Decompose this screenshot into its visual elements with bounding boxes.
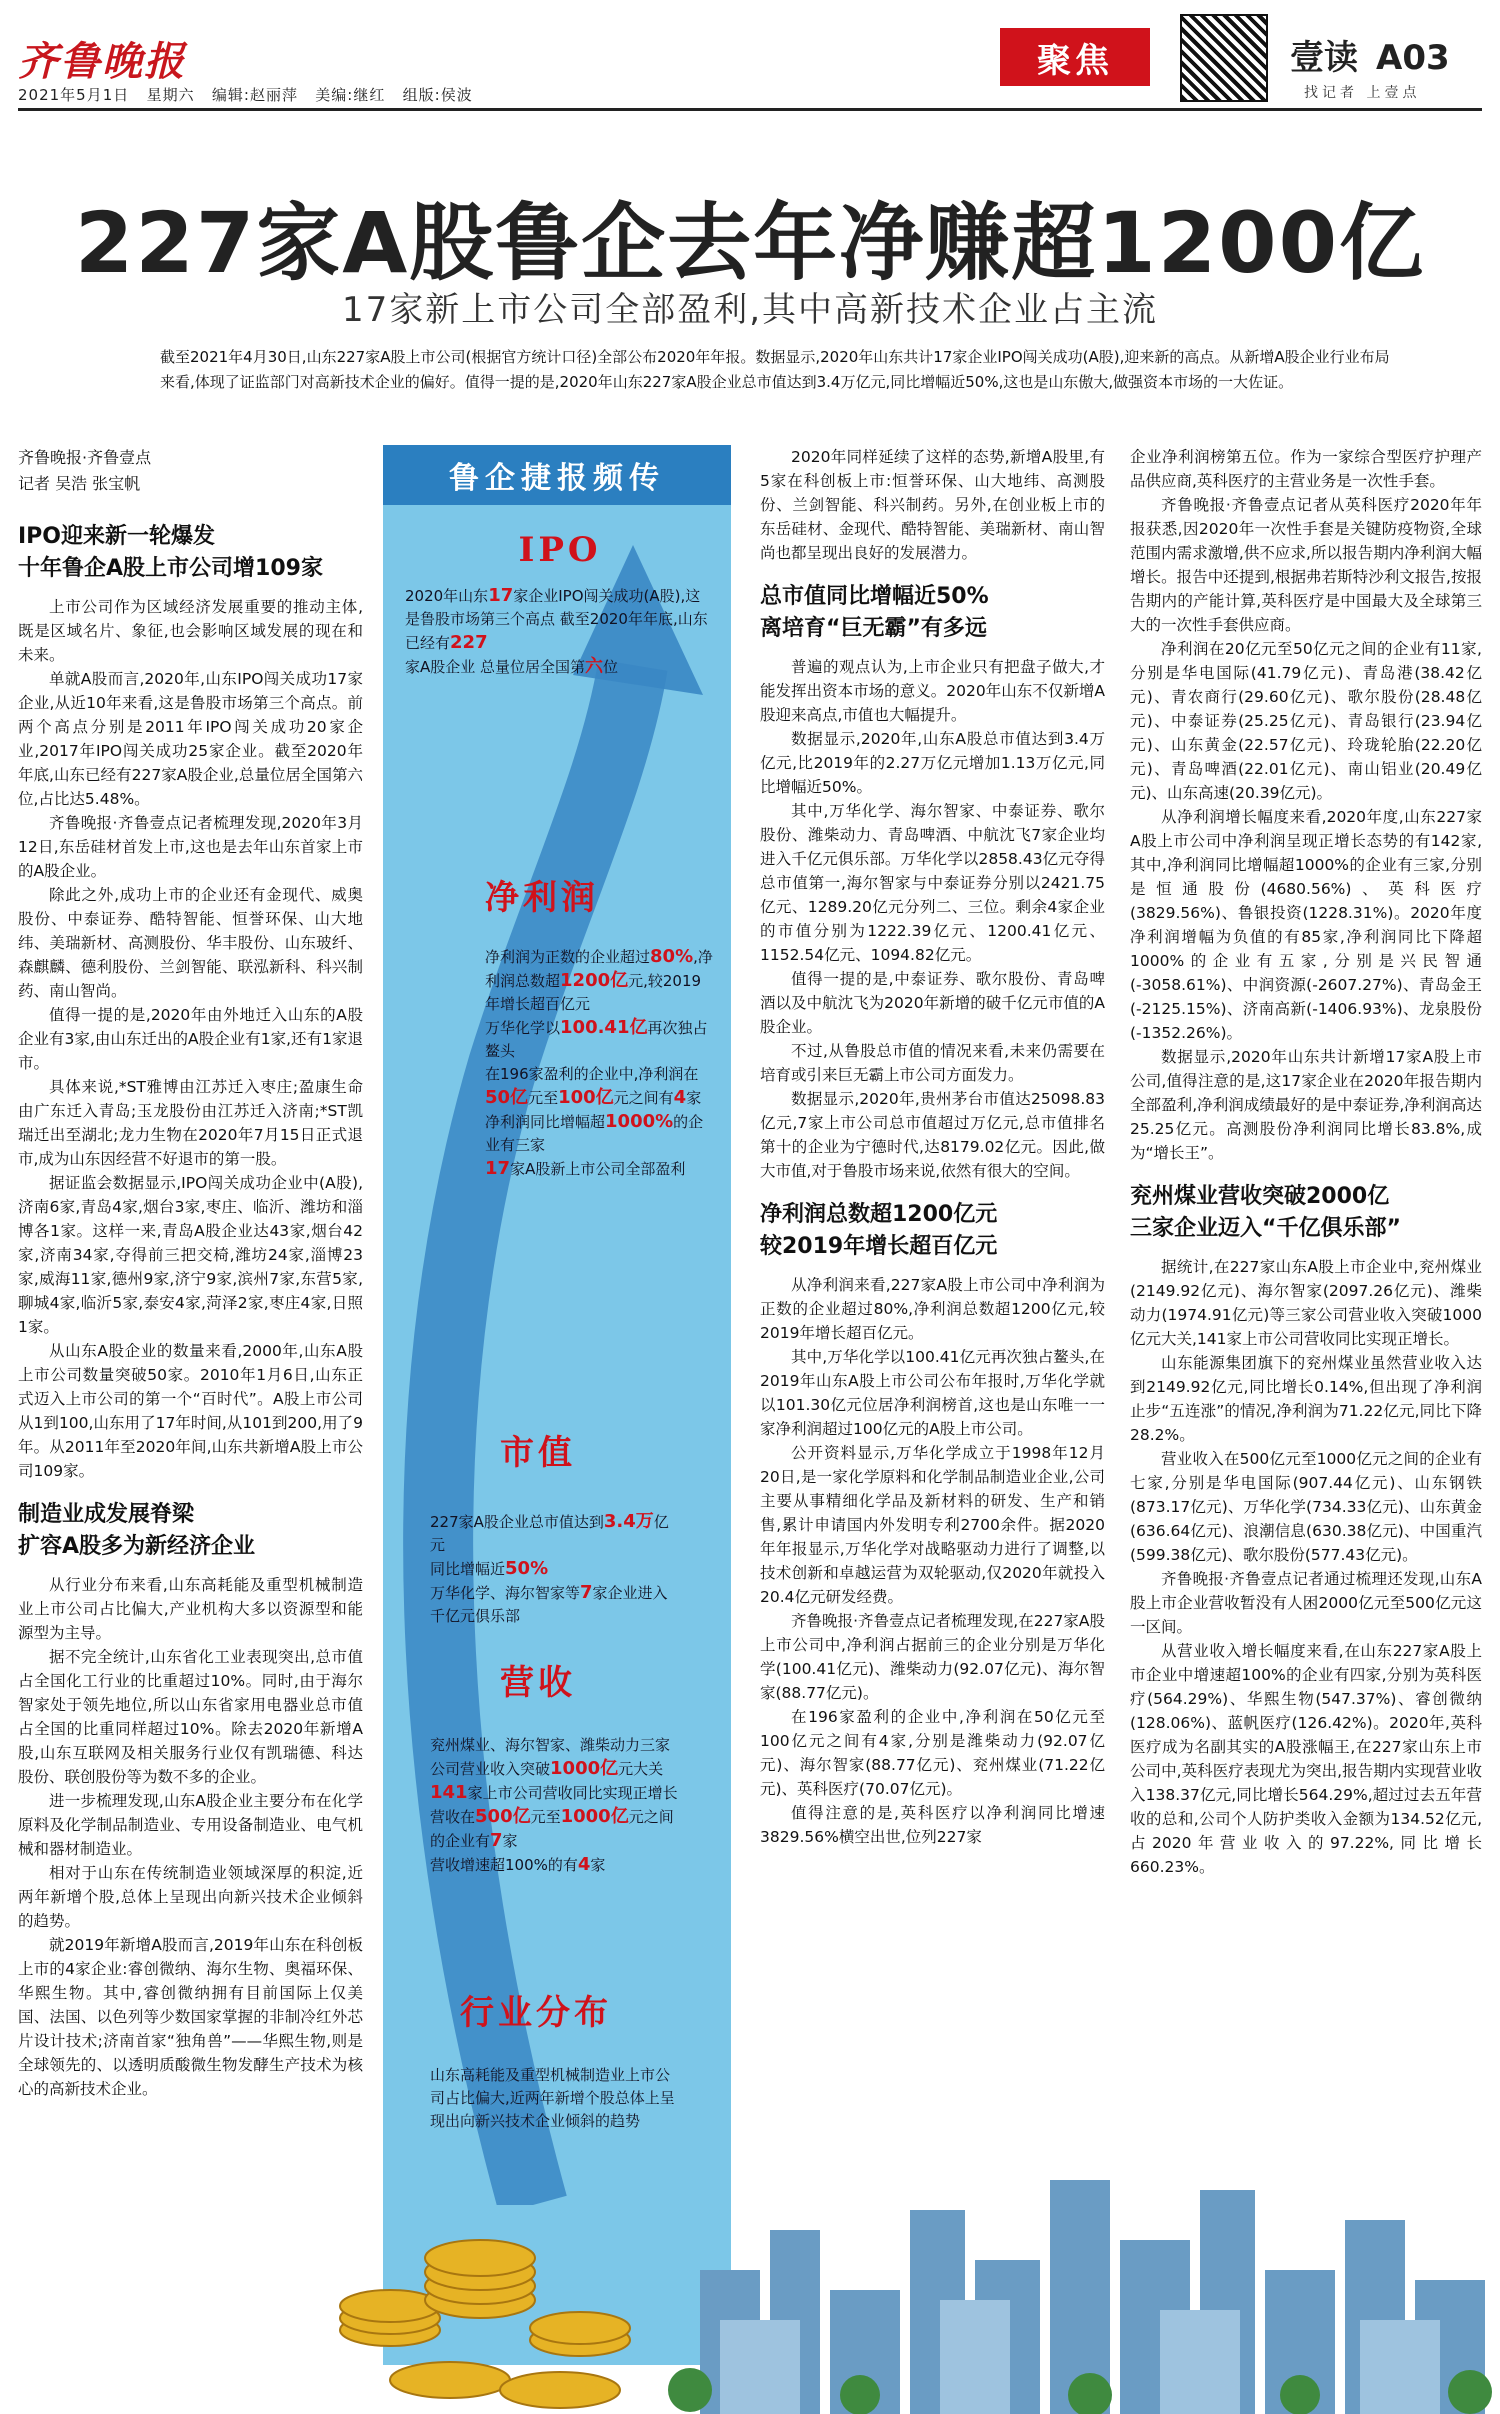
- paragraph: 数据显示,2020年山东共计新增17家A股上市公司,值得注意的是,这17家企业在2020年报告期内全部盈利,净利润成绩最好的是中泰证券,净利润高达25.25亿元。高测股份净利润同比增长83.8%,成为“增长王”。: [1130, 1048, 1482, 1162]
- subhead-net-profit: 净利润总数超1200亿元 较2019年增长超百亿元: [760, 1202, 998, 1259]
- panel-ipo-title: IPO: [518, 530, 602, 570]
- issue-weekday: 星期六: [146, 86, 195, 104]
- section-name: 壹读: [1290, 38, 1358, 78]
- column-4: [1130, 445, 1482, 1879]
- paragraph: 从山东A股企业的数量来看,2000年,山东A股上市公司数量突破50家。2010年1月6日,山东正式迈入上市公司的第一个“百时代”。A股上市公司从1到100,山东用了17年时间,从101到200,用了9年。从2011年至2020年间,山东共新增A股上市公司109家。: [18, 1342, 363, 1480]
- paragraph: 据不完全统计,山东省化工业表现突出,总市值占全国化工行业的比重超过10%。同时,由于海尔智家处于领先地位,所以山东省家用电器业总市值占全国的比重同样超过10%。除去2020年新增A股,山东互联网及相关服务行业仅有凯瑞德、科达股份、联创股份等为数不多的企业。: [18, 1648, 363, 1786]
- column-1: [18, 445, 363, 2101]
- byline-reporters: 记者 吴浩 张宝帆: [18, 474, 141, 493]
- subhead-industry: 制造业成发展脊梁 扩容A股多为新经济企业: [18, 1502, 256, 1559]
- paragraph: 不过,从鲁股总市值的情况来看,未来仍需要在培育或引来巨无霸上市公司方面发力。: [760, 1042, 1105, 1084]
- qr-code-icon: [1180, 14, 1268, 102]
- panel-profit: [485, 870, 715, 1181]
- issue-meta: [18, 84, 473, 105]
- paragraph: 值得一提的是,2020年由外地迁入山东的A股企业有3家,由山东迁出的A股企业有1家,还有1家退市。: [18, 1006, 363, 1072]
- paragraph: 公开资料显示,万华化学成立于1998年12月20日,是一家化学原料和化学制品制造业企业,公司主要从事精细化学品及新材料的研发、生产和销售,累计申请国内外发明专利2700余件。据2020年年报显示,万华化学对战略驱动力进行了调整,以技术创新和卓越运营为双轮驱动,仅2020年就投入20.4亿元研发经费。: [760, 1444, 1105, 1606]
- paragraph: 普遍的观点认为,上市企业只有把盘子做大,才能发挥出资本市场的意义。2020年山东不仅新增A股迎来高点,市值也大幅提升。: [760, 658, 1105, 724]
- subhead-market-value: 总市值同比增幅近50% 离培育“巨无霸”有多远: [760, 584, 989, 641]
- paragraph: 就2019年新增A股而言,2019年山东在科创板上市的4家企业:睿创微纳、海尔生物、奥福环保、华熙生物。其中,睿创微纳拥有目前国际上仅美国、法国、以色列等少数国家掌握的非制冷红外芯片设计技术;济南首家“独角兽”——华熙生物,则是全球领先的、以透明质酸微生物发酵生产技术为核心的高新技术企业。: [18, 1936, 363, 2098]
- section-tag: 聚焦: [1000, 28, 1150, 86]
- reporter-slogan: 找记者 上壹点: [1304, 85, 1421, 101]
- designer-credit: 美编:继红: [315, 86, 386, 104]
- panel-industry-body: 山东高耗能及重型机械制造业上市公司占比偏大,近两年新增个股总体上呈现出向新兴技术企业倾斜的趋势: [430, 2066, 675, 2130]
- city-skyline-illustration: [660, 2150, 1500, 2414]
- main-headline: 227家A股鲁企去年净赚超1200亿: [74, 194, 1426, 292]
- paragraph: 齐鲁晚报·齐鲁壹点记者梳理发现,在227家A股上市公司中,净利润占据前三的企业分别是万华化学(100.41亿元)、潍柴动力(92.07亿元)、海尔智家(88.77亿元)。: [760, 1612, 1105, 1702]
- subhead-revenue: 兖州煤业营收突破2000亿 三家企业迈入“千亿俱乐部”: [1130, 1184, 1401, 1241]
- panel-ipo: [405, 530, 715, 679]
- paragraph: 从净利润增长幅度来看,2020年度,山东227家A股上市公司中净利润呈现正增长态势的有142家,其中,净利润同比增幅超1000%的企业有三家,分别是恒通股份(4680.56%)、英科医疗(3829.56%)、鲁银投资(1228.31%)。2020年度净利润增幅为负值的有85家,净利润同比下降超1000%的企业有五家,分别是兴民智通(-3058.61%)、中润资源(-2607.27%)、青岛金王(-2125.15%)、济南高新(-1406.93%)、龙泉股份(-1352.26%)。: [1130, 808, 1482, 1042]
- paragraph: 其中,万华化学以100.41亿元再次独占鳌头,在2019年山东A股上市公司公布年报时,万华化学就以101.30亿元位居净利润榜首,这也是山东唯一一家净利润超过100亿元的A股上市公司。: [760, 1348, 1105, 1438]
- newspaper-logo: 齐鲁晚报: [18, 38, 186, 85]
- paragraph: 值得注意的是,英科医疗以净利润同比增速3829.56%横空出世,位列227家: [760, 1804, 1105, 1846]
- panel-revenue: [430, 1655, 680, 1877]
- panel-industry-title: 行业分布: [460, 1993, 612, 2033]
- panel-header: 鲁企捷报频传: [383, 445, 731, 505]
- column-3: [760, 445, 1105, 1849]
- paragraph: 除此之外,成功上市的企业还有金现代、威奥股份、中泰证券、酷特智能、恒誉环保、山大地纬、美瑞新材、高测股份、华丰股份、山东玻纤、森麒麟、德利股份、兰剑智能、联泓新科、科兴制药、南山智尚。: [18, 886, 363, 1000]
- paragraph: 单就A股而言,2020年,山东IPO闯关成功17家企业,从近10年来看,这是鲁股市场第三个高点。前两个高点分别是2011年IPO闯关成功20家企业,2017年IPO闯关成功25家企业。截至2020年年底,山东已经有227家A股企业,总量位居全国第六位,占比达5.48%。: [18, 670, 363, 808]
- panel-mv-body: 227家A股企业总市值达到3.4万亿元 同比增幅近50% 万华化学、海尔智家等7家企业进入千亿元俱乐部: [430, 1511, 669, 1625]
- paragraph: 在196家盈利的企业中,净利润在50亿元至100亿元之间有4家,分别是潍柴动力(92.07亿元)、海尔智家(88.77亿元)、兖州煤业(71.22亿元)、英科医疗(70.07亿元)。: [760, 1708, 1105, 1798]
- paragraph: 值得一提的是,中泰证券、歌尔股份、青岛啤酒以及中航沈飞为2020年新增的破千亿元市值的A股企业。: [760, 970, 1105, 1036]
- paragraph: 从营业收入增长幅度来看,在山东227家A股上市企业中增速超100%的企业有四家,分别为英科医疗(564.29%)、华熙生物(547.37%)、睿创微纳(128.06%)、蓝帆医疗(126.42%)。2020年,英科医疗成为名副其实的A股涨幅王,在227家山东上市公司中,英科医疗表现尤为突出,报告期内实现营业收入138.37亿元,同比增长564.29%,超过过去五年营收的总和,公司个人防护类收入金额为134.52亿元,占2020年营业收入的97.22%,同比增长660.23%。: [1130, 1642, 1482, 1876]
- byline: [18, 445, 363, 497]
- paragraph: 山东能源集团旗下的兖州煤业虽然营业收入达到2149.92亿元,同比增长0.14%,但出现了净利润止步“五连涨”的情况,净利润为71.22亿元,同比下降28.2%。: [1130, 1354, 1482, 1444]
- panel-mv-title: 市值: [500, 1433, 576, 1473]
- panel-profit-title: 净利润: [485, 878, 599, 918]
- gold-coins-illustration: [330, 2210, 660, 2410]
- panel-profit-body: 净利润为正数的企业超过80%,净利润总数超1200亿元,较2019年增长超百亿元 万华化学以100.41亿再次独占鳌头 在196家盈利的企业中,净利润在50亿元至100亿元之间有4家 净利润同比增幅超1000%的企业有三家 17家A股新上市公司全部盈利: [485, 946, 713, 1179]
- editor-credit: 编辑:赵丽萍: [211, 86, 298, 104]
- paragraph: 上市公司作为区域经济发展重要的推动主体,既是区域名片、象征,也会影响区域发展的现在和未来。: [18, 598, 363, 664]
- paragraph: 从净利润来看,227家A股上市公司中净利润为正数的企业超过80%,净利润总数超1200亿元,较2019年增长超百亿元。: [760, 1276, 1105, 1342]
- paragraph: 其中,万华化学、海尔智家、中泰证券、歌尔股份、潍柴动力、青岛啤酒、中航沈飞7家企业均进入千亿元俱乐部。万华化学以2858.43亿元夺得总市值第一,海尔智家与中泰证券分别以2421.75亿元、1289.20亿元分列二、三位。剩余4家企业的市值分别为1222.39亿元、1200.41亿元、1152.54亿元、1094.82亿元。: [760, 802, 1105, 964]
- panel-rev-title: 营收: [500, 1663, 576, 1703]
- page-indicator: [1290, 30, 1450, 79]
- subhead-ipo: IPO迎来新一轮爆发 十年鲁企A股上市公司增109家: [18, 524, 323, 581]
- subheadline: 17家新上市公司全部盈利,其中高新技术企业占主流: [341, 290, 1159, 330]
- paragraph: 营业收入在500亿元至1000亿元之间的企业有七家,分别是华电国际(907.44亿元)、山东钢铁(873.17亿元)、万华化学(734.33亿元)、山东黄金(636.64亿元)、浪潮信息(630.38亿元)、中国重汽(599.38亿元)、歌尔股份(577.43亿元)。: [1130, 1450, 1482, 1564]
- paragraph: 齐鲁晚报·齐鲁壹点记者通过梳理还发现,山东A股上市企业营收暂没有人困2000亿元至500亿元这一区间。: [1130, 1570, 1482, 1636]
- panel-industry: [430, 1985, 680, 2133]
- byline-outlet: 齐鲁晚报·齐鲁壹点: [18, 448, 152, 467]
- paragraph: 从行业分布来看,山东高耗能及重型机械制造业上市公司占比偏大,产业机构大多以资源型和能源型为主导。: [18, 1576, 363, 1642]
- paragraph: 数据显示,2020年,山东A股总市值达到3.4万亿元,比2019年的2.27万亿元增加1.13万亿元,同比增幅近50%。: [760, 730, 1105, 796]
- paragraph: 2020年同样延续了这样的态势,新增A股里,有5家在科创板上市:恒誉环保、山大地纬、高测股份、兰剑智能、科兴制药。另外,在创业板上市的东岳硅材、金现代、酷特智能、美瑞新材、南山智尚也都呈现出良好的发展潜力。: [760, 448, 1105, 562]
- paragraph: 具体来说,*ST雅博由江苏迁入枣庄;盈康生命由广东迁入青岛;玉龙股份由江苏迁入济南;*ST凯瑞迁出至湖北;龙力生物在2020年7月15日正式退市,成为山东因经营不好退市的第一股。: [18, 1078, 363, 1168]
- panel-market-value: [430, 1425, 680, 1628]
- masthead-rule: [18, 108, 1482, 111]
- paragraph: 进一步梳理发现,山东A股企业主要分布在化学原料及化学制品制造业、专用设备制造业、电气机械和器材制造业。: [18, 1792, 363, 1858]
- paragraph: 齐鲁晚报·齐鲁壹点记者梳理发现,2020年3月12日,东岳硅材首发上市,这也是去年山东首家上市的A股企业。: [18, 814, 363, 880]
- issue-date: 2021年5月1日: [18, 86, 130, 104]
- panel-rev-body: 兖州煤业、海尔智家、潍柴动力三家公司营业收入突破1000亿元大关 141家上市公司营收同比实现正增长 营收在500亿元至1000亿元之间的企业有7家 营收增速超100%的有4家: [430, 1736, 678, 1875]
- page-number: A03: [1376, 38, 1450, 78]
- growth-arrow-graphic: [383, 505, 731, 2205]
- panel-ipo-body: 2020年山东17家企业IPO闯关成功(A股),这是鲁股市场第三个高点 截至2020年年底,山东已经有227 家A股企业 总量位居全国第六位: [405, 585, 708, 677]
- paragraph: 相对于山东在传统制造业领域深厚的积淀,近两年新增个股,总体上呈现出向新兴技术企业倾斜的趋势。: [18, 1864, 363, 1930]
- paragraph: 企业净利润榜第五位。作为一家综合型医疗护理产品供应商,英科医疗的主营业务是一次性手套。: [1130, 448, 1482, 490]
- paragraph: 齐鲁晚报·齐鲁壹点记者从英科医疗2020年年报获悉,因2020年一次性手套是关键防疫物资,全球范围内需求激增,供不应求,所以报告期内净利润大幅增长。报告中还提到,根据弗若斯特沙利文报告,按报告期内的产能计算,英科医疗是中国最大及全球第三大的一次性手套供应商。: [1130, 496, 1482, 634]
- lead-paragraph: 截至2021年4月30日,山东227家A股上市公司(根据官方统计口径)全部公布2020年年报。数据显示,2020年山东共计17家企业IPO闯关成功(A股),迎来新的高点。从新增A股企业行业布局来看,体现了证监部门对高新技术企业的偏好。值得一提的是,2020年山东227家A股企业总市值达到3.4万亿元,同比增幅近50%,这也是山东傲大,做强资本市场的一大佐证。: [160, 348, 1390, 391]
- paragraph: 据统计,在227家山东A股上市企业中,兖州煤业(2149.92亿元)、海尔智家(2097.26亿元)、潍柴动力(1974.91亿元)等三家公司营业收入突破1000亿元大关,141家上市公司营收同比实现正增长。: [1130, 1258, 1482, 1348]
- paragraph: 净利润在20亿元至50亿元之间的企业有11家,分别是华电国际(41.79亿元)、青岛港(38.42亿元)、青农商行(29.60亿元)、歌尔股份(28.48亿元)、中泰证券(25.25亿元)、青岛银行(23.94亿元)、山东黄金(22.57亿元)、玲珑轮胎(22.20亿元)、青岛啤酒(22.01亿元)、南山铝业(20.49亿元)、山东高速(20.39亿元)。: [1130, 640, 1482, 802]
- paragraph: 据证监会数据显示,IPO闯关成功企业中(A股),济南6家,青岛4家,烟台3家,枣庄、临沂、潍坊和淄博各1家。这样一来,青岛A股企业达43家,烟台42家,济南34家,夺得前三把交椅,潍坊24家,淄博23家,威海11家,德州9家,济宁9家,滨州7家,东营5家,聊城4家,临沂5家,泰安4家,菏泽2家,枣庄4家,日照1家。: [18, 1174, 363, 1336]
- layout-credit: 组版:侯波: [402, 86, 473, 104]
- paragraph: 数据显示,2020年,贵州茅台市值达25098.83亿元,7家上市公司总市值超过万亿元,总市值排名第十的企业为宁德时代,达8179.02亿元。因此,做大市值,对于鲁股市场来说,依然有很大的空间。: [760, 1090, 1105, 1180]
